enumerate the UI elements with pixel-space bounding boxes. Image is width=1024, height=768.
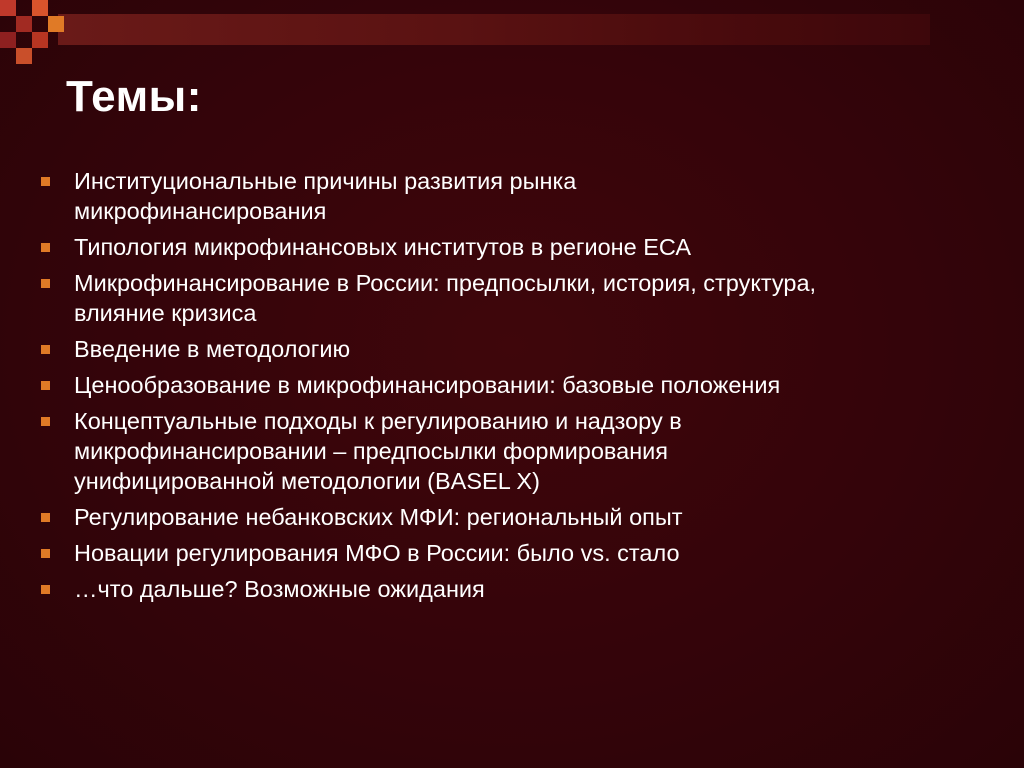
topic-text: Ценообразование в микрофинансировании: базовые положения <box>74 372 781 398</box>
square-bullet-icon <box>41 243 50 252</box>
square-bullet-icon <box>41 381 50 390</box>
topic-item <box>40 538 990 568</box>
header-bar <box>58 14 930 45</box>
topic-text: Концептуальные подходы к регулированию и надзору в микрофинансировании – предпосылки формирования унифицированной методологии (BASEL X) <box>74 408 682 494</box>
topics-list <box>40 166 990 610</box>
topic-text: Микрофинансирование в России: предпосылки, история, структура, влияние кризиса <box>74 270 817 326</box>
topic-text: Институциональные причины развития рынка микрофинансирования <box>74 168 577 224</box>
square-bullet-icon <box>41 513 50 522</box>
topic-item <box>40 574 990 604</box>
corner-square-pattern <box>0 0 80 64</box>
topic-text: Новации регулирования МФО в России: было vs. стало <box>74 540 680 566</box>
square-bullet-icon <box>41 417 50 426</box>
topic-item <box>40 166 990 226</box>
slide-title: Темы: <box>66 72 202 121</box>
topic-text: Введение в методологию <box>74 336 351 362</box>
square-bullet-icon <box>41 345 50 354</box>
topic-item <box>40 406 990 496</box>
square-bullet-icon <box>41 585 50 594</box>
topic-item <box>40 502 990 532</box>
topic-text: Типология микрофинансовых институтов в регионе ЕСА <box>74 234 692 260</box>
topic-text: …что дальше? Возможные ожидания <box>74 576 485 602</box>
topic-item <box>40 334 990 364</box>
square-bullet-icon <box>41 177 50 186</box>
topic-item <box>40 232 990 262</box>
square-bullet-icon <box>41 549 50 558</box>
square-bullet-icon <box>41 279 50 288</box>
topic-text: Регулирование небанковских МФИ: региональный опыт <box>74 504 683 530</box>
topic-item <box>40 370 990 400</box>
topic-item <box>40 268 990 328</box>
